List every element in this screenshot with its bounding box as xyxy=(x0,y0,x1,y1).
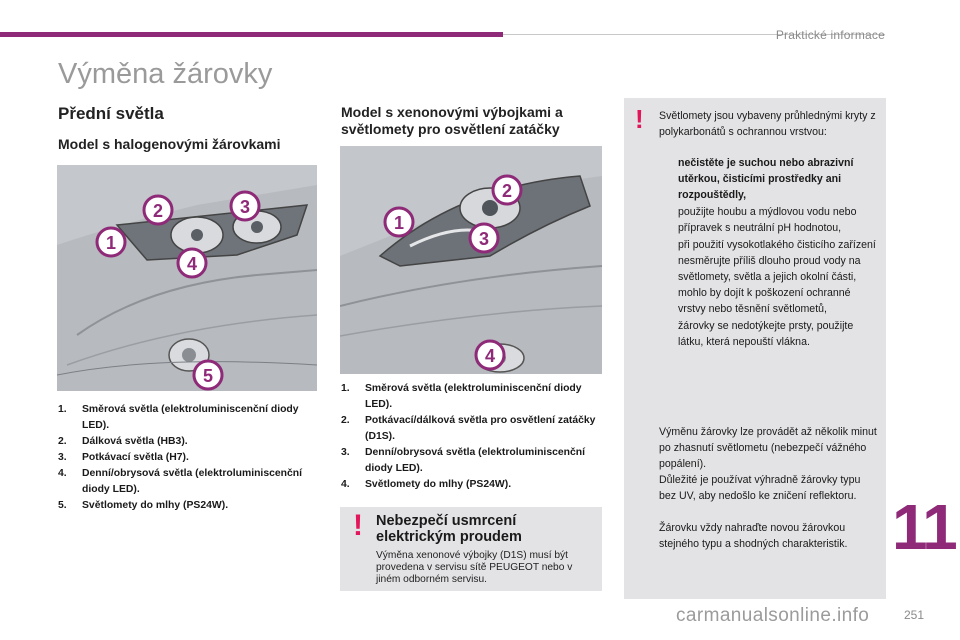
svg-text:1: 1 xyxy=(105,233,117,253)
section-heading: Přední světla xyxy=(58,104,164,123)
section-title: Praktické informace xyxy=(775,28,885,42)
warning-icon: ! xyxy=(353,509,363,542)
list-item: 3. Denní/obrysová světla (elektroluminiscenční diody LED). xyxy=(341,447,586,474)
list-item: nečistěte je suchou nebo abrazivní utěrkou, čisticími prostředky ani rozpouštědly, xyxy=(678,157,854,201)
list-item: 1. Směrová světla (elektroluminiscenční diody LED). xyxy=(341,383,582,410)
xenon-subheading: Model s xenonovými výbojkami a světlomety pro osvětlení zatáčky xyxy=(341,104,563,137)
svg-text:2: 2 xyxy=(501,181,513,201)
svg-text:3: 3 xyxy=(478,229,490,249)
callout-badge-3 xyxy=(470,224,498,252)
chapter-number: 11 xyxy=(892,491,956,563)
list-item: 4. Světlomety do mlhy (PS24W). xyxy=(341,479,512,490)
info-paragraph: Žárovku vždy nahraďte novou žárovkou stejného typu a shodných charakteristik. xyxy=(659,522,848,550)
list-item: 3. Potkávací světla (H7). xyxy=(58,452,189,463)
callout-badge-4 xyxy=(178,249,206,277)
callout-badge-4 xyxy=(476,341,504,369)
svg-text:4: 4 xyxy=(484,346,496,366)
page-number: 251 xyxy=(904,608,925,622)
headlamp-care-box xyxy=(624,98,886,599)
svg-text:1: 1 xyxy=(393,213,405,233)
electrocution-warning-box xyxy=(340,507,602,591)
watermark: carmanualsonline.info xyxy=(676,605,870,626)
header-accent-bar xyxy=(0,32,503,37)
callout-badge-5 xyxy=(194,361,222,389)
halogen-subheading: Model s halogenovými žárovkami xyxy=(58,136,281,152)
list-item: použijte houbu a mýdlovou vodu nebo přípravek s neutrální pH hodnotou, xyxy=(678,206,857,234)
page-title: Výměna žárovky xyxy=(58,58,273,90)
callout-badge-1 xyxy=(97,228,125,256)
list-item: 1. Směrová světla (elektroluminiscenční diody LED). xyxy=(58,404,299,431)
svg-text:4: 4 xyxy=(186,254,198,274)
svg-text:2: 2 xyxy=(152,201,164,221)
callout-badge-1 xyxy=(385,208,413,236)
list-item: 4. Denní/obrysová světla (elektroluminiscenční diody LED). xyxy=(58,468,303,495)
halogen-headlamp-illustration xyxy=(57,165,317,391)
list-item: při použití vysokotlakého čisticího zařízení nesměrujte příliš dlouho proud vody na světlomety, světla a jejich okolní části, mohlo by dojít k poškození ochranné vrstvy nebo těsnění světlometů, xyxy=(678,239,876,315)
callout-badge-3 xyxy=(231,192,259,220)
warning-text: Výměna xenonové výbojky (D1S) musí být provedena v servisu sítě PEUGEOT nebo v jiném odborném servisu. xyxy=(376,550,573,585)
xenon-bulb-list xyxy=(341,381,603,493)
warning-icon: ! xyxy=(635,104,644,134)
info-paragraph: Důležité je používat výhradně žárovky typu bez UV, aby nedošlo ke zničení reflektoru. xyxy=(659,474,861,502)
list-item: 5. Světlomety do mlhy (PS24W). xyxy=(58,500,229,511)
list-item: 2. Dálková světla (HB3). xyxy=(58,436,188,447)
callout-badge-2 xyxy=(144,196,172,224)
care-bullet-list xyxy=(659,155,879,351)
info-paragraph: Výměnu žárovky lze provádět až několik minut po zhasnutí světlometu (nebezpečí vážného popálení). xyxy=(659,426,877,470)
list-item: 2. Potkávací/dálková světla pro osvětlení zatáčky (D1S). xyxy=(341,415,596,442)
halogen-headlamp-photo xyxy=(57,165,317,391)
xenon-headlamp-illustration xyxy=(340,146,602,374)
xenon-headlamp-photo xyxy=(340,146,602,374)
svg-text:5: 5 xyxy=(202,366,214,386)
halogen-bulb-list xyxy=(58,402,308,514)
warning-title: Nebezpečí usmrcení elektrickým proudem xyxy=(376,513,522,545)
info-intro: Světlomety jsou vybaveny průhlednými kryty z polykarbonátů s ochrannou vrstvou: xyxy=(659,110,876,138)
list-item: žárovky se nedotýkejte prsty, použijte látku, která nepouští vlákna. xyxy=(678,320,854,348)
svg-text:3: 3 xyxy=(239,197,251,217)
callout-badge-2 xyxy=(493,176,521,204)
